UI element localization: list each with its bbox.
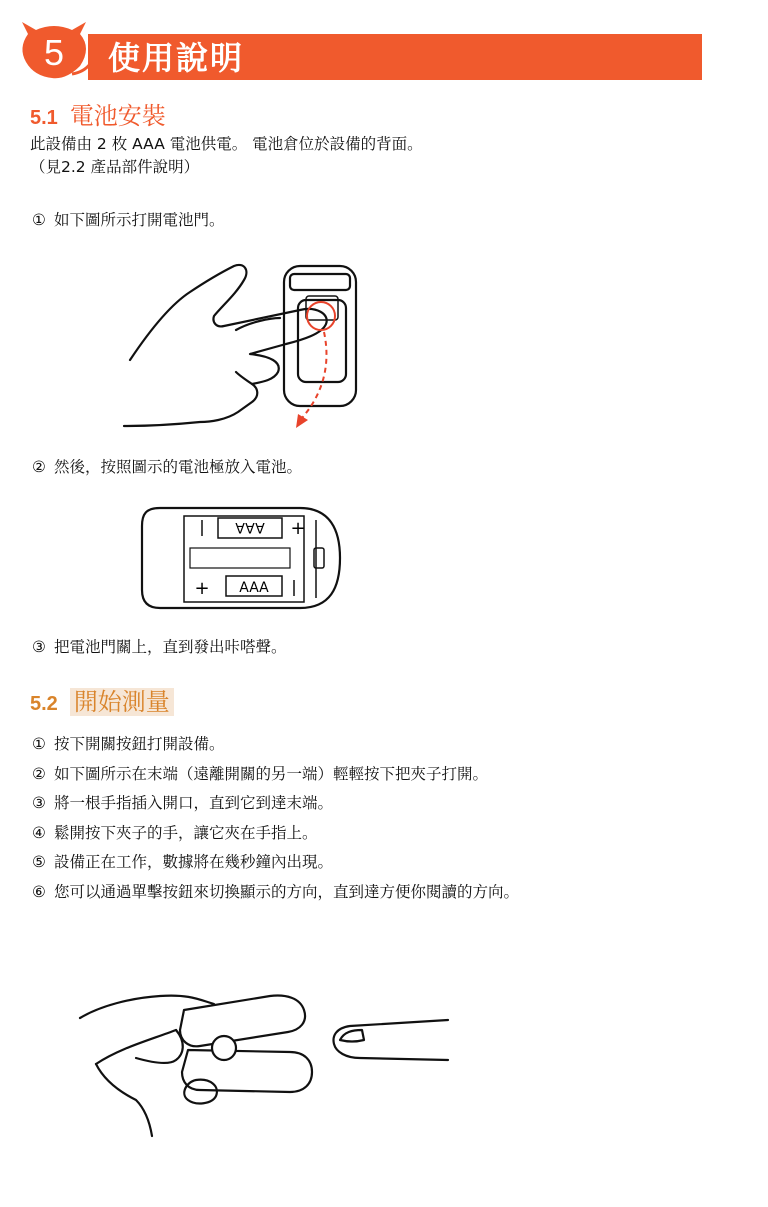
section-number: 5.2 [30,693,58,715]
battery-label-bottom: AAA [239,580,269,596]
step-text: 然後，按照圖示的電池極放入電池。 [54,458,303,476]
intro-line-1: 此設備由 2 枚 AAA 電池供電。 電池倉位於設備的背面。 [30,135,423,153]
step-text: 鬆開按下夾子的手，讓它夾在手指上。 [54,824,318,842]
step-text: 按下開關按鈕打開設備。 [54,735,225,753]
step-text: 您可以通過單擊按鈕來切換顯示的方向，直到達方便你閱讀的方向。 [54,883,520,901]
battery-label-top: AAA [235,519,265,535]
plus-sign-top: + [290,518,306,539]
step-marker: ① [32,735,46,753]
step-text: 如下圖所示打開電池門。 [54,211,225,229]
step-marker: ④ [32,824,46,842]
step-marker: ⑥ [32,883,46,901]
step-marker: ② [32,765,46,783]
step-text: 把電池門關上，直到發出咔嗒聲。 [54,638,287,656]
page-title: 使用說明 [108,39,245,77]
step-marker: ③ [32,638,46,656]
step-marker: ① [32,211,46,229]
step-text: 將一根手指插入開口，直到它到達末端。 [54,794,334,812]
intro-line-2: （見2.2 產品部件說明） [30,158,200,176]
section-title: 電池安裝 [69,102,166,130]
step-marker: ② [32,458,46,476]
step-text: 如下圖所示在末端（遠離開關的另一端）輕輕按下把夾子打開。 [54,765,489,783]
section-title: 開始測量 [70,688,174,716]
step-text: 設備正在工作，數據將在幾秒鐘內出現。 [54,853,334,871]
section-number: 5.1 [30,107,58,129]
step-marker: ③ [32,794,46,812]
step-marker: ⑤ [32,853,46,871]
header-number: 5 [43,32,65,73]
plus-sign-bottom: + [194,578,210,599]
